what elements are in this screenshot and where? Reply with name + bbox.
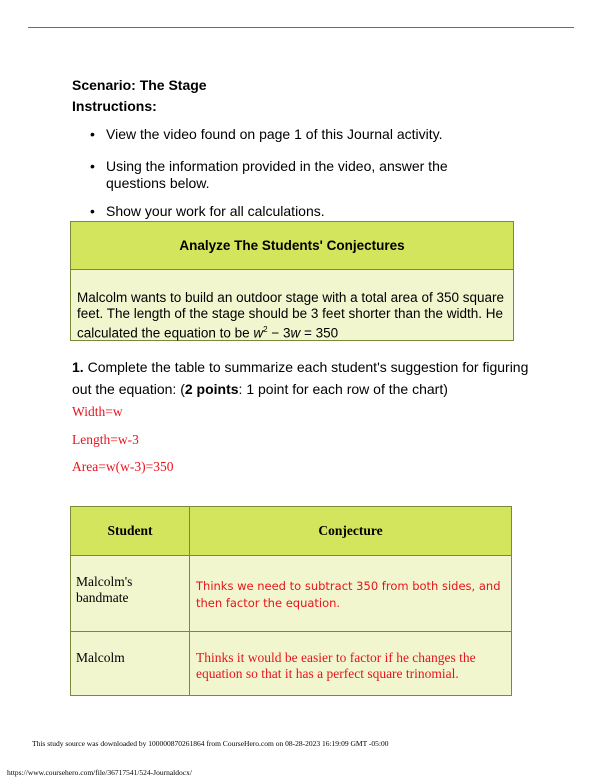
analyze-box <box>70 221 514 341</box>
student-cell: Malcolm <box>71 632 190 696</box>
bullet-icon: • <box>90 126 95 142</box>
variable-w: w <box>290 325 301 341</box>
table-row <box>71 556 512 632</box>
header-conjecture: Conjecture <box>190 507 512 556</box>
answer-width: Width=w <box>72 404 123 419</box>
student-cell: Malcolm's bandmate <box>71 556 190 632</box>
top-divider <box>28 27 574 28</box>
bullet-text: View the video found on page 1 of this Journal activity. <box>106 126 443 142</box>
equation-minus: − 3 <box>267 325 291 341</box>
instruction-bullet <box>90 158 510 192</box>
bullet-text: Show your work for all calculations. <box>106 203 325 219</box>
instructions-label: Instructions: <box>72 98 157 114</box>
bullet-text: Using the information provided in the video, answer the questions below. <box>106 158 448 191</box>
answer-length: Length=w-3 <box>72 432 139 447</box>
question-text-end: : 1 point for each row of the chart) <box>238 381 448 397</box>
exponent: 2 <box>263 325 268 334</box>
source-url: https://www.coursehero.com/file/36717541/524-Journaldocx/ <box>7 768 192 777</box>
analyze-title: Analyze The Students' Conjectures <box>71 222 513 270</box>
instruction-bullet <box>90 126 510 143</box>
download-notice: This study source was downloaded by 100000870261864 from CourseHero.com on 08-28-2023 16:19:09 GMT -05:00 <box>32 739 389 748</box>
analyze-description: Malcolm wants to build an outdoor stage with a total area of 350 square feet. The length of the stage should be 3 feet shorter than the width. He calculated the equation to be <box>77 290 505 341</box>
bullet-icon: • <box>90 203 95 219</box>
instruction-bullet <box>90 203 510 220</box>
question-number: 1. <box>72 359 84 375</box>
question-text: Complete the table to summarize each student's suggestion for figuring out the equation: ( <box>72 359 529 397</box>
conjecture-cell: Thinks we need to subtract 350 from both sides, and then factor the equation. <box>190 556 512 632</box>
question-points: 2 points <box>184 381 239 397</box>
table-row <box>71 632 512 696</box>
scenario-title: Scenario: The Stage <box>72 77 207 93</box>
header-student: Student <box>71 507 190 556</box>
analyze-text <box>71 270 513 340</box>
question-1 <box>72 356 532 400</box>
conjecture-table <box>70 506 512 696</box>
variable-w: w <box>253 325 264 341</box>
answer-area: Area=w(w-3)=350 <box>72 459 174 474</box>
conjecture-cell: Thinks it would be easier to factor if he changes the equation so that it has a perfect square trinomial. <box>190 632 512 696</box>
bullet-icon: • <box>90 158 95 174</box>
equation-equals: = 350 <box>300 325 339 341</box>
